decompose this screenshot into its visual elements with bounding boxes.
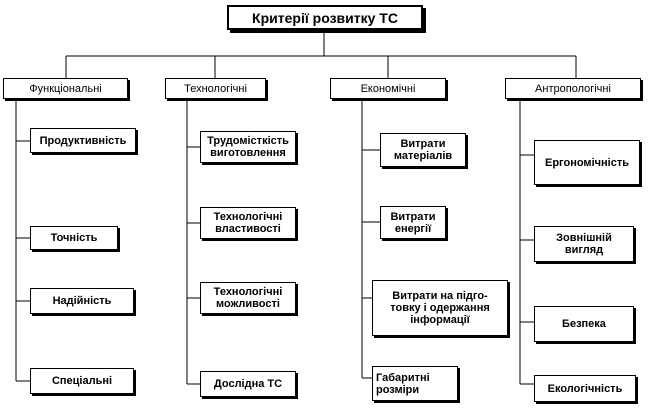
criterion-box <box>30 288 134 314</box>
criterion-label: Дослідна ТС <box>213 378 283 390</box>
criterion-box <box>534 375 636 402</box>
category-label: Технологічні <box>184 82 247 95</box>
criterion-box <box>200 131 296 163</box>
criterion-label: Безпека <box>562 318 606 330</box>
criterion-label: Трудомісткість виготовлення <box>207 135 289 159</box>
criterion-label: Продуктивність <box>39 134 127 147</box>
category-anthropological <box>505 78 641 99</box>
criterion-box <box>534 226 634 262</box>
category-technological <box>165 78 266 99</box>
criterion-label: Витрати на підго- товку і одержання інформації <box>390 290 490 326</box>
root-criteria-box <box>227 5 423 30</box>
criterion-box <box>372 280 508 336</box>
criterion-label: Витрати енергії <box>390 210 436 235</box>
criterion-label: Габаритні розміри <box>376 371 430 396</box>
criterion-box <box>380 206 446 239</box>
criterion-label: Точність <box>50 232 98 244</box>
category-label: Антропологічні <box>535 82 611 95</box>
criterion-box <box>534 140 640 185</box>
root-criteria-label: Критерії розвитку ТС <box>252 9 398 26</box>
category-functional <box>3 78 128 99</box>
criterion-label: Витрати матеріалів <box>393 138 453 162</box>
criterion-label: Зовнішній вигляд <box>556 232 612 256</box>
criterion-box <box>200 207 296 239</box>
criterion-label: Надійність <box>52 295 112 307</box>
criterion-label: Екологічність <box>547 382 623 395</box>
category-label: Функціональні <box>29 82 102 95</box>
criterion-box <box>30 368 134 394</box>
criterion-box <box>200 282 296 314</box>
criterion-box <box>372 366 458 401</box>
criterion-box <box>380 133 466 167</box>
criterion-box <box>200 371 296 397</box>
criterion-label: Ергономічність <box>545 156 629 169</box>
criterion-label: Технологічні можливості <box>213 286 283 310</box>
category-label: Економічні <box>360 82 416 95</box>
criterion-label: Спеціальні <box>51 375 113 387</box>
criterion-box <box>30 128 136 153</box>
category-economic <box>330 78 446 99</box>
criterion-box <box>534 306 634 342</box>
criterion-label: Технологічні властивості <box>213 211 283 235</box>
criterion-box <box>30 226 118 250</box>
